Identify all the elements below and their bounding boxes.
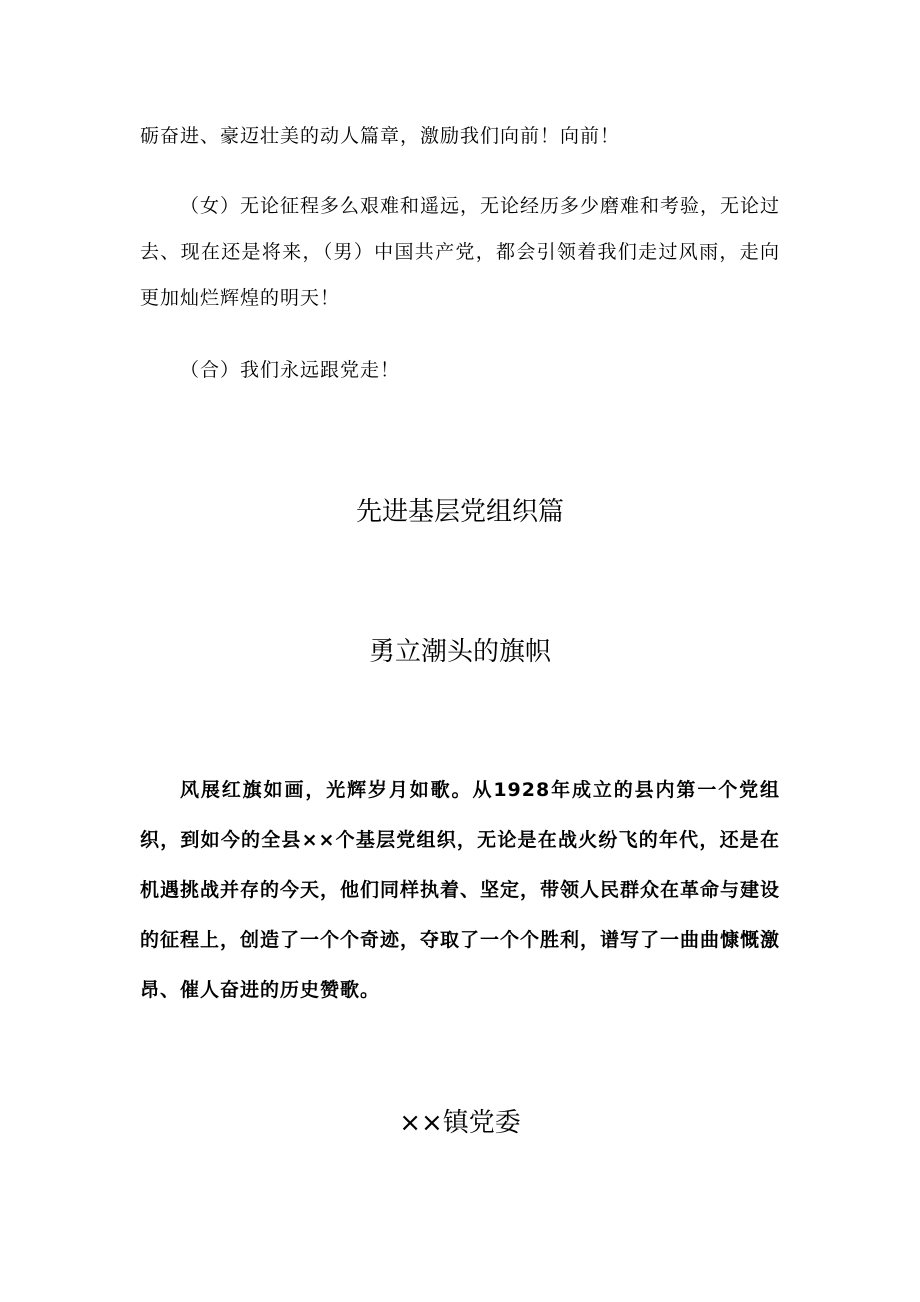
paragraph-chorus: （合）我们永远跟党走！ [180,359,401,381]
paragraph-female-male-voice: （女）无论征程多么艰难和遥远，无论经历多少磨难和考验，无论过去、现在还是将来，（男）中国共产党，都会引领着我们走过风雨，走向更加灿烂辉煌的明天！ [140,195,781,309]
subtitle: 勇立潮头的旗帜 [368,637,551,667]
unit-title: ××镇党委 [399,1108,521,1138]
paragraph-continuation: 砺奋进、豪迈壮美的动人篇章，激励我们向前！向前！ [140,125,621,147]
section-title: 先进基层党组织篇 [355,497,564,527]
intro-paragraph: 风展红旗如画，光辉岁月如歌。从1928年成立的县内第一个党组织，到如今的全县××个基层党组织，无论是在战火纷飞的年代，还是在机遇挑战并存的今天，他们同样执着、坚定，带领人民群众在革命与建设的征程上，创造了一个个奇迹，夺取了一个个胜利，谱写了一曲曲慷慨激昂、催人奋进的历史赞歌。 [140,779,781,1001]
